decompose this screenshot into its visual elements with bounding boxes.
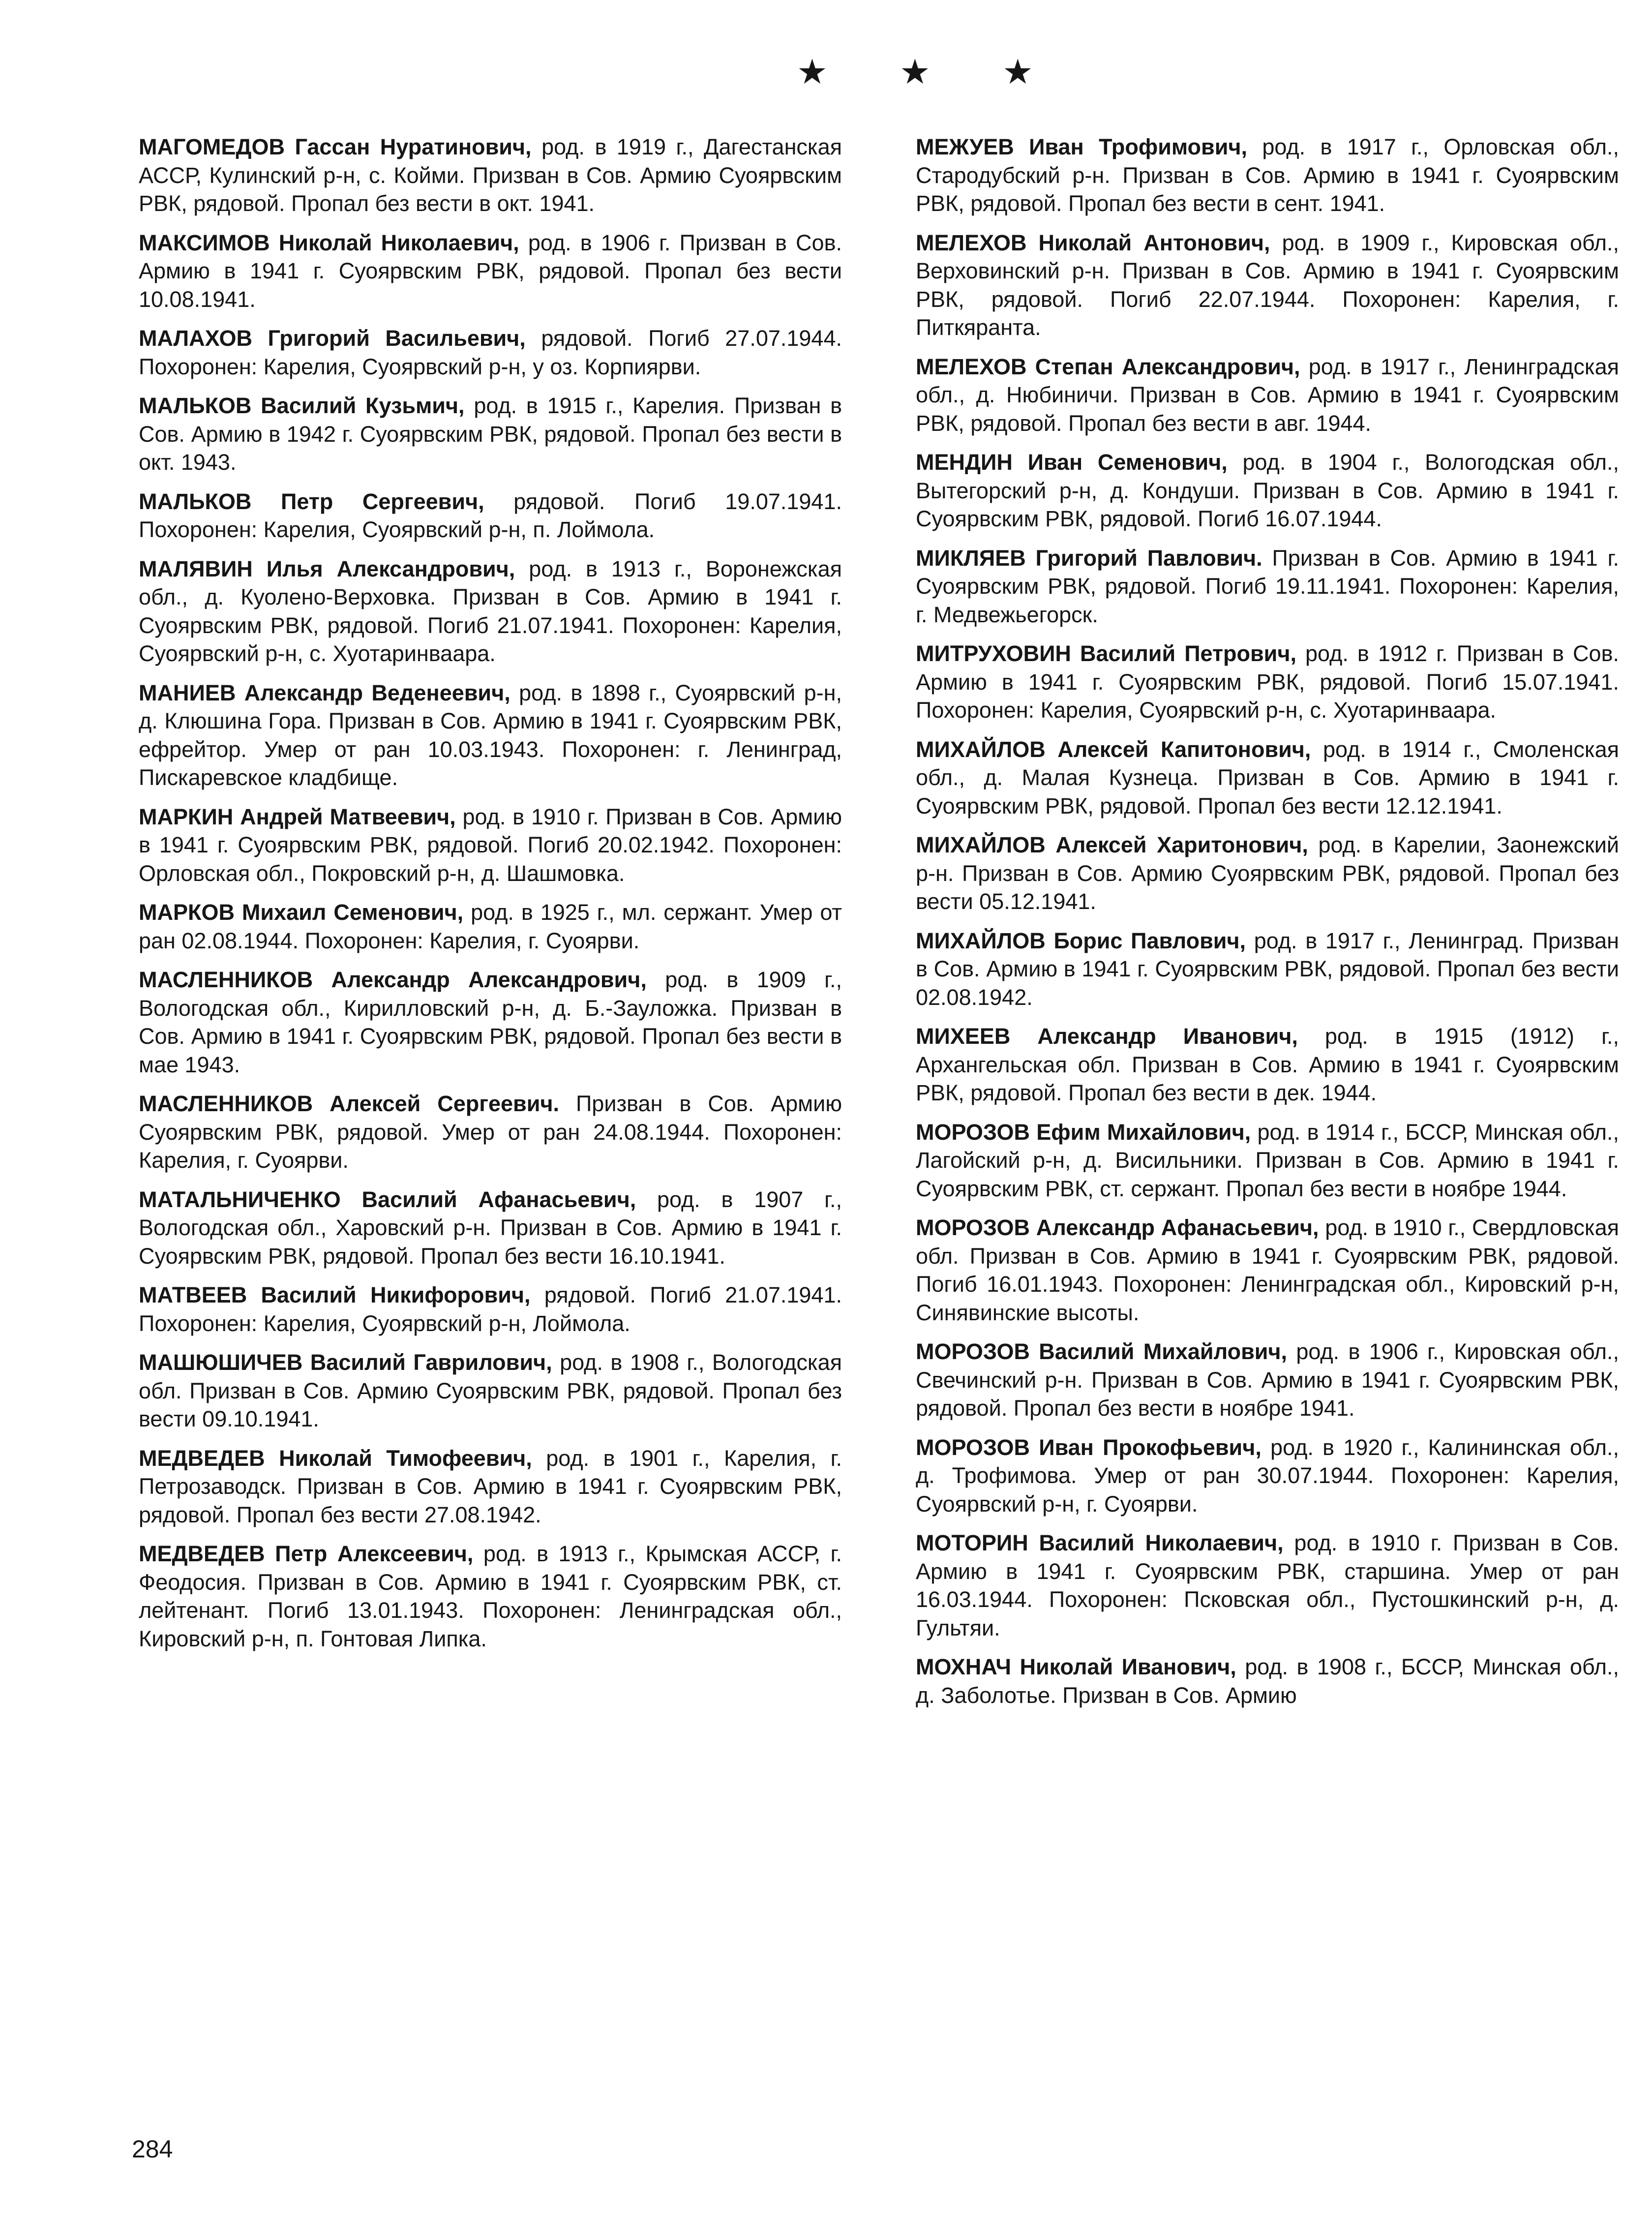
entry-text: род. в 1906 г., Кировская обл., Свечинский р-н. Призван в Сов. Армию в 1941 г. Суоярвским РВК, рядовой. Пропал без вести в ноябре 1941. xyxy=(916,1339,1619,1421)
list-item xyxy=(139,1090,842,1175)
list-item xyxy=(916,1214,1619,1327)
entry-text: рядовой. Погиб 21.07.1941. Похоронен: Карелия, Суоярвский р-н, Лоймола. xyxy=(139,1282,842,1336)
person-name: МАСЛЕННИКОВ Алексей Сергеевич. xyxy=(139,1091,559,1116)
person-name: МАНИЕВ Александр Веденеевич, xyxy=(139,680,511,705)
entry-text: род. в 1907 г., Вологодская обл., Харовский р-н. Призван в Сов. Армию в 1941 г. Суоярвским РВК, рядовой. Пропал без вести 16.10.1941. xyxy=(139,1186,842,1269)
list-item xyxy=(139,679,842,792)
person-name: МАСЛЕННИКОВ Александр Александрович, xyxy=(139,967,647,992)
entry-text: Призван в Сов. Армию Суоярвским РВК, рядовой. Умер от ран 24.08.1944. Похоронен: Карелия, г. Суоярви. xyxy=(139,1091,842,1173)
list-item xyxy=(139,555,842,668)
page-number: 284 xyxy=(132,2135,173,2163)
entry-text: род. в 1914 г., БССР, Минская обл., Лагойский р-н, д. Висильники. Призван в Сов. Армию в 1941 г. Суоярвским РВК, ст. сержант. Пропал без вести в ноябре 1944. xyxy=(916,1119,1619,1201)
person-name: МАТВЕЕВ Василий Никифорович, xyxy=(139,1282,531,1307)
person-name: МАРКИН Андрей Матвеевич, xyxy=(139,804,456,829)
person-name: МЕЛЕХОВ Николай Антонович, xyxy=(916,230,1270,255)
entry-text: род. в 1917 г., Ленинградская обл., д. Нюбиничи. Призван в Сов. Армию в 1941 г. Суоярвским РВК, рядовой. Пропал без вести в авг. 1944. xyxy=(916,354,1620,436)
entry-text: род. в 1898 г., Суоярвский р-н, д. Клюшина Гора. Призван в Сов. Армию в 1941 г. Суоярвским РВК, ефрейтор. Умер от ран 10.03.1943. Похоронен: г. Ленинград, Пискаревское кладбище. xyxy=(139,680,842,790)
list-item xyxy=(916,353,1619,438)
entry-text: род. в 1910 г. Призван в Сов. Армию в 1941 г. Суоярвским РВК, рядовой. Погиб 20.02.1942. Похоронен: Орловская обл., Покровский р-н, д. Шашмовка. xyxy=(139,804,842,886)
entry-text: род. в 1917 г., Ленинград. Призван в Сов. Армию в 1941 г. Суоярвским РВК, рядовой. Пропал без вести 02.08.1942. xyxy=(916,928,1619,1010)
person-name: МАШЮШИЧЕВ Василий Гаврилович, xyxy=(139,1350,552,1375)
person-name: МАРКОВ Михаил Семенович, xyxy=(139,900,464,925)
entry-text: род. в 1915 г., Карелия. Призван в Сов. Армию в 1942 г. Суоярвским РВК, рядовой. Пропал без вести в окт. 1943. xyxy=(139,393,842,475)
person-name: МАТАЛЬНИЧЕНКО Василий Афанасьевич, xyxy=(139,1186,636,1212)
person-name: МОХНАЧ Николай Иванович, xyxy=(916,1654,1236,1679)
entry-text: род. в 1920 г., Калининская обл., д. Трофимова. Умер от ран 30.07.1944. Похоронен: Карелия, Суоярвский р-н, г. Суоярви. xyxy=(916,1434,1619,1517)
list-item xyxy=(916,1653,1619,1709)
entry-text: род. в 1904 г., Вологодская обл., Вытегорский р-н, д. Кондуши. Призван в Сов. Армию в 1941 г. Суоярвским РВК, рядовой. Погиб 16.07.1944. xyxy=(916,450,1619,531)
list-item xyxy=(916,1118,1619,1203)
list-item xyxy=(139,1185,842,1271)
list-item xyxy=(916,1529,1619,1642)
entry-text: род. в 1906 г. Призван в Сов. Армию в 1941 г. Суоярвским РВК, рядовой. Пропал без вести 10.08.1941. xyxy=(139,230,842,312)
list-item xyxy=(139,1540,842,1653)
entry-text: род. в 1915 (1912) г., Архангельская обл. Призван в Сов. Армию в 1941 г. Суоярвским РВК, рядовой. Пропал без вести в дек. 1944. xyxy=(916,1024,1619,1105)
person-name: МАЛЬКОВ Василий Кузьмич, xyxy=(139,393,465,418)
list-item xyxy=(916,448,1619,533)
person-name: МАКСИМОВ Николай Николаевич, xyxy=(139,230,519,255)
person-name: МАЛАХОВ Григорий Васильевич, xyxy=(139,326,526,351)
list-item xyxy=(139,229,842,314)
entry-text: род. в 1919 г., Дагестанская АССР, Кулинский р-н, с. Койми. Призван в Сов. Армию Суоярвским РВК, рядовой. Пропал без вести в окт. 1941. xyxy=(139,134,842,216)
list-item xyxy=(139,1444,842,1529)
entry-text: рядовой. Погиб 27.07.1944. Похоронен: Карелия, Суоярвский р-н, у оз. Корпиярви. xyxy=(139,326,842,379)
person-name: МИХАЙЛОВ Борис Павлович, xyxy=(916,928,1246,953)
list-item xyxy=(916,927,1619,1012)
list-item xyxy=(916,544,1619,629)
list-item xyxy=(139,803,842,888)
person-name: МОТОРИН Василий Николаевич, xyxy=(916,1530,1284,1555)
entry-text: род. в 1909 г., Вологодская обл., Кирилловский р-н, д. Б.-Зауложка. Призван в Сов. Армию в 1941 г. Суоярвским РВК, рядовой. Пропал без вести в мае 1943. xyxy=(139,967,842,1077)
person-name: МОРОЗОВ Александр Афанасьевич, xyxy=(916,1215,1319,1240)
list-item xyxy=(139,487,842,544)
entry-text: род. в 1908 г., Вологодская обл. Призван в Сов. Армию Суоярвским РВК, рядовой. Пропал без вести 09.10.1941. xyxy=(139,1350,842,1431)
list-item xyxy=(916,831,1619,916)
person-name: МИТРУХОВИН Василий Петрович, xyxy=(916,641,1296,666)
entry-text: род. в 1913 г., Воронежская обл., д. Куолено-Верховка. Призван в Сов. Армию в 1941 г. Суоярвским РВК, рядовой. Погиб 21.07.1941. Похоронен: Карелия, Суоярвский р-н, с. Хуотаринваара. xyxy=(139,556,842,666)
person-name: МАЛЬКОВ Петр Сергеевич, xyxy=(139,488,484,514)
list-item xyxy=(139,1281,842,1337)
list-item xyxy=(916,735,1619,820)
entry-text: род. в 1925 г., мл. сержант. Умер от ран 02.08.1944. Похоронен: Карелия, г. Суоярви. xyxy=(139,900,842,953)
person-name: МАЛЯВИН Илья Александрович, xyxy=(139,556,515,581)
list-item xyxy=(139,133,842,218)
person-name: МАГОМЕДОВ Гассан Нуратинович, xyxy=(139,134,532,159)
list-item xyxy=(916,1022,1619,1107)
list-item xyxy=(139,1348,842,1433)
list-item xyxy=(139,324,842,381)
entry-text: род. в 1912 г. Призван в Сов. Армию в 1941 г. Суоярвским РВК, рядовой. Погиб 15.07.1941. Похоронен: Карелия, Суоярвский р-н, с. Хуотаринваара. xyxy=(916,641,1619,723)
list-item xyxy=(139,392,842,477)
person-name: МИХЕЕВ Александр Иванович, xyxy=(916,1024,1298,1049)
person-name: МОРОЗОВ Василий Михайлович, xyxy=(916,1339,1288,1364)
person-name: МЕНДИН Иван Семенович, xyxy=(916,450,1228,475)
list-item xyxy=(139,966,842,1079)
person-name: МИКЛЯЕВ Григорий Павлович. xyxy=(916,545,1262,571)
left-column xyxy=(139,133,842,1664)
person-name: МЕДВЕДЕВ Николай Тимофеевич, xyxy=(139,1445,532,1471)
person-name: МЕЖУЕВ Иван Трофимович, xyxy=(916,134,1247,159)
entry-text: Призван в Сов. Армию в 1941 г. Суоярвским РВК, рядовой. Погиб 19.11.1941. Похоронен: Карелия, г. Медвежьегорск. xyxy=(916,545,1619,627)
person-name: МОРОЗОВ Иван Прокофьевич, xyxy=(916,1434,1262,1460)
entry-text: род. в 1908 г., БССР, Минская обл., д. Заболотье. Призван в Сов. Армию xyxy=(916,1654,1620,1708)
entry-text: род. в 1913 г., Крымская АССР, г. Феодосия. Призван в Сов. Армию в 1941 г. Суоярвским РВК, ст. лейтенант. Погиб 13.01.1943. Похоронен: Ленинградская обл., Кировский р-н, п. Гонтовая Липка. xyxy=(139,1541,842,1651)
entry-text: род. в 1901 г., Карелия, г. Петрозаводск. Призван в Сов. Армию в 1941 г. Суоярвским РВК, рядовой. Пропал без вести 27.08.1942. xyxy=(139,1445,842,1527)
list-item xyxy=(139,898,842,955)
list-item xyxy=(916,639,1619,725)
list-item xyxy=(916,1337,1619,1423)
list-item xyxy=(916,229,1619,342)
right-column xyxy=(916,133,1619,1720)
person-name: МЕЛЕХОВ Степан Александрович, xyxy=(916,354,1300,379)
entry-text: род. в 1909 г., Кировская обл., Верховинский р-н. Призван в Сов. Армию в 1941 г. Суоярвским РВК, рядовой. Погиб 22.07.1944. Похоронен: Карелия, г. Питкяранта. xyxy=(916,230,1619,340)
entry-text: рядовой. Погиб 19.07.1941. Похоронен: Карелия, Суоярвский р-н, п. Лоймола. xyxy=(139,488,842,542)
list-item xyxy=(916,1433,1619,1518)
person-name: МИХАЙЛОВ Алексей Харитонович, xyxy=(916,832,1308,857)
entry-text: род. в Карелии, Заонежский р-н. Призван в Сов. Армию Суоярвским РВК, рядовой. Пропал без вести 05.12.1941. xyxy=(916,832,1619,914)
person-name: МЕДВЕДЕВ Петр Алексеевич, xyxy=(139,1541,474,1566)
entry-text: род. в 1914 г., Смоленская обл., д. Малая Кузнеца. Призван в Сов. Армию в 1941 г. Суоярвским РВК, рядовой. Пропал без вести 12.12.1941. xyxy=(916,736,1619,819)
section-ornament: ★ ★ ★ xyxy=(797,52,1064,92)
entry-text: род. в 1910 г. Призван в Сов. Армию в 1941 г. Суоярвским РВК, старшина. Умер от ран 16.03.1944. Похоронен: Псковская обл., Пустошкинский р-н, д. Гультяи. xyxy=(916,1530,1619,1640)
entry-text: род. в 1917 г., Орловская обл., Стародубский р-н. Призван в Сов. Армию в 1941 г. Суоярвским РВК, рядовой. Пропал без вести в сент. 1941. xyxy=(916,134,1619,216)
list-item xyxy=(916,133,1619,218)
entry-text: род. в 1910 г., Свердловская обл. Призван в Сов. Армию в 1941 г. Суоярвским РВК, рядовой. Погиб 16.01.1943. Похоронен: Ленинградская обл., Кировский р-н, Синявинские высоты. xyxy=(916,1215,1619,1325)
person-name: МИХАЙЛОВ Алексей Капитонович, xyxy=(916,736,1311,762)
person-name: МОРОЗОВ Ефим Михайлович, xyxy=(916,1119,1251,1145)
